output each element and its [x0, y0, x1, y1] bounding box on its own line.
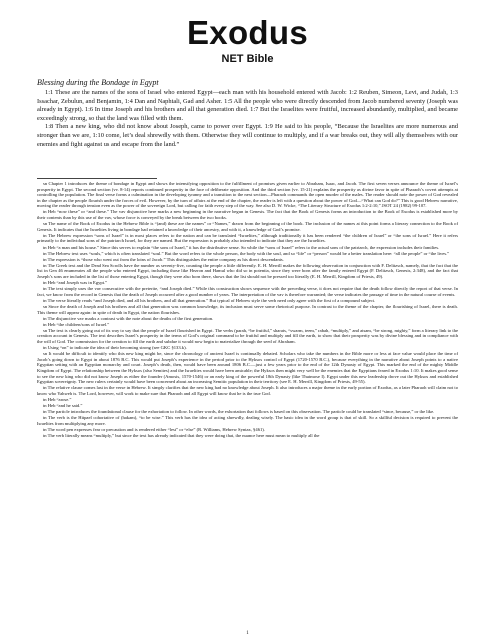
footnote: tn Heb “and Joseph was in Egypt.” — [43, 280, 108, 286]
footnote: tn The Hebrew text uses “souls,” which is often translated “soul.” But the word refers to the whole person, the body with the soul, and so “life” or “person” would be a better translation here: “all the people” or “the lives.” — [43, 250, 450, 256]
footnote: tn The verse literally reads “and Joseph died, and all his brothers, and all that generation.” But typical of Hebrew style the verb need only agree with the first of a compound subject. — [43, 297, 376, 303]
footnote: tn The expression is “those who went out from the loins of Jacob.” This distinguishes the entire company as his direct descendants. — [43, 256, 284, 262]
footnote: tn The particle introduces the foundational clause for the exhortation to follow. In other words, the exhortation that follows is based on this observation. The particle could be translated “since, because,” or the like. — [43, 409, 435, 415]
footnote: sn The text is clearly going out of its way to say that the people of Israel flourished in Egypt. The verbs (parah, “be fruitful,” sharats, “swarm, teem,” rabah, “multiply,” and atsam, “be strong, mighty,” form a literary link to the creation account in Genesis. The text describes Israel’s prosperity in the terms of God’s original command to be fruitful and multiply and fill the earth, to show that their prosperity was by divine blessing and in compliance with the will of God. The commission for the creation to fill the earth and subdue it would now begin to materialize through the seed of Abraham. — [37, 327, 458, 345]
body-text — [37, 89, 458, 149]
footnote: tn Heb “a man and his house.” Since this serves to explain “the sons of Israel,” it has the distributive sense. So while the “sons of Israel” refers to the actual sons of the patriarch, the expression includes their families. — [43, 244, 440, 250]
footnote: tn Heb “arose.” — [43, 396, 72, 402]
footnote: tn The Hebrew expression “sons of Israel” is in most places refers to the nation and can be translated “Israelites,” although traditionally it has been rendered “the children of Israel” or “the sons of Israel.” Here it refers primarily to the individual sons of the patriarch Israel, for they are named. But the expression is probably also intended to indicate that they are the Israelites. — [37, 232, 458, 244]
footnotes — [37, 181, 458, 439]
document-subtitle: NET Bible — [221, 53, 274, 65]
section-heading: Blessing during the Bondage in Egypt — [37, 78, 159, 87]
body-paragraph: 1:8 Then a new king, who did not know about Joseph, came to power over Egypt. 1:9 He said to his people, “Because the Israelites are more numerous and stronger than we are, 1:10 come, let’s deal shrewdly with them. Otherwise they will continue to multiply, and if a war breaks out, they will ally themselves with our enemies and fight against us and escape from the land.” — [37, 123, 458, 148]
footnote: tn Heb “the children/sons of Israel.” — [43, 321, 110, 327]
footnote: sn The name of the Book of Exodus in the Hebrew Bible is “(and) these are the names” or “Names,” drawn from the beginning of the book. The inclusion of the names at this point forms a literary connection to the Book of Genesis. It indicates that the Israelites living in bondage had retained a knowledge of their ancestry, and with it, a knowledge of God’s promise. — [37, 221, 458, 232]
footnote: tn The disjunctive vav marks a contrast with the note about the deaths of the first generation. — [43, 315, 214, 321]
footnote: tn The verb is the Hitpael cohortative of (hakam), “to be wise.” This verb has the idea of acting shrewdly, dealing wisely. The basic idea in the word group is that of skill. So a skillful decision is required to prevent the Israelites from multiplying any more. — [37, 415, 458, 426]
footnote: tn Using “on” to indicate the idea of their becoming strong (see GKC §133.k). — [43, 345, 187, 351]
footnote: tn The relative clause comes last in the verse in Hebrew. It simply clarifies that the new king had no knowledge about Joseph. It also introduces a major theme in the early portion of Exodus, as a later Pharaoh will claim not to know who Yahweh is. The Lord, however, will work to make sure that Pharaoh and all Egypt will know that he is the true God. — [37, 385, 458, 396]
document-title: Exodus — [187, 14, 308, 51]
footnote-divider — [37, 178, 157, 179]
footnote: sn Chapter 1 introduces the theme of bondage in Egypt and shows the intensifying opposition to the fulfillment of promises given earlier to Abraham, Isaac, and Jacob. The first seven verses announce the theme of Israel’s prosperity in Egypt. The second section (vv. 8-14) reports continued prosperity in the face of deliberate opposition. And the third section (vv. 15-21) explains the prosperity as divine favor in spite of Pharaoh’s covert attempts at controlling the population. The final verse forms a culmination in the developing tyranny and a transition to the next section—Pharaoh commands the open murder of the males. The reader should note the power of God revealed in the chapter as the people flourish under the forces of evil. However, by the turn of affairs at the end of the chapter, the reader is left with a question about the power of God—“What can God do?” This is good Hebrew narrative, moving the reader through tension even as the power of the sovereign Lord, but calling for faith every step of the way. See also D. W. Wicke, “The Literary Structure of Exodus 1:2-2:10,” JSOT 24 (1982) 99-107. — [37, 181, 458, 209]
footnote: sn Since the death of Joseph and his brothers and all that generation was common knowledge, its inclusion must serve some rhetorical purpose. In contrast to the theme of the chapter, the flourishing of Israel, there is death. This theme will appear again: in spite of death in Egypt, the nation flourishes. — [37, 303, 458, 315]
footnote: tn The Greek text and the Dead Sea Scrolls have the number as seventy-five, counting the people a little differently. E. H. Merrill makes the following observation in conjunction with F. Delitzsch, namely, that the fact that the list in Gen 46 enumerates all the people who entered Egypt, including those like Hezron and Hamul who did so in potentia, since they were born after the family entered Egypt (F. Delitzsch, Genesis, 2:348), and the fact that Joseph’s sons are included in the list of those entering Egypt, though they were also born there, shows that the list should not be pressed too literally (E. H. Merrill, Kingdom of Priests, 49). — [37, 262, 458, 279]
footnote: tn The text simply uses the vav consecutive with the preterite, “and Joseph died.” While this construction shows sequence with the preceding verse, it does not require that the death follow directly the report of that verse. In fact, we know from the record in Genesis that the death of Joseph occurred after a good number of years. The interpretation of the vav is therefore warranted; the verse indicates the passage of time in the natural course of events. — [37, 286, 458, 297]
footnote: tn Heb “and he said.” — [43, 403, 83, 409]
page-number: 1 — [246, 631, 249, 636]
footnote: tn Heb “now these” or “and these.” The vav disjunctive here marks a new beginning in the narrative begun in Genesis. The fact that the Book of Genesis forms an introduction to the Book of Exodus is established more by their contents than by this use of the vav, whose force is conveyed by the break between the two books. — [37, 209, 458, 221]
footnote: tn The verb literally means “multiply,” but since the text has already indicated that they were doing that, the nuance here must mean to multiply all the — [43, 433, 320, 439]
footnote: tn The word pen expresses fear or precaution and is rendered either “lest” or “else” (R. Williams, Hebrew Syntax, §461). — [43, 426, 265, 432]
footnote: sn It would be difficult to identify who this new king might be, since the chronology of ancient Israel is continually debated. Scholars who take the numbers in the Bible more or less at face value would place the time of Jacob’s going down to Egypt in about 1876 B.C. This would put Joseph’s experience in the period prior to the Hyksos control of Egypt (1720-1570 B.C.), because everything in the narrative about Joseph points to a native Egyptian setting with an Egyptian monarchy and court. Joseph’s death, then, would have been around 1806 B.C.—just a few years prior to the end of the 12th Dynasty of Egypt. This marked the end of the mighty Middle Kingdom of Egypt. The relationship between the Hyksos (also Semites) and the Israelites would have been amicable; the Hyksos then might very well be the enemies that the Egyptians feared in Exodus 1:10. It makes good sense to see the new king who did not know Joseph as either the founder (Amosis, 1570-1546) or an early king of the powerful 18th Dynasty (like Thutmose I). Egypt under this new leadership drove out the Hyksos and established Egyptian sovereignty. The new rulers certainly would have been concerned about an increasing Semitic population in their territory (see E. H. Merrill, Kingdom of Priests, 49-55). — [37, 351, 458, 385]
body-paragraph: 1:1 These are the names of the sons of Israel who entered Egypt—each man with his household entered with Jacob: 1:2 Reuben, Simeon, Levi, and Judah, 1:3 Issachar, Zebulun, and Benjamin, 1:4 Dan and Naphtali, Gad and Asher. 1:5 All the people who were directly descended from Jacob numbered seventy (Joseph was already in Egypt). 1:6 In time Joseph and his brothers and all that generation died. 1:7 But the Israelites were fruitful, increased abundantly, multiplied, and became exceedingly strong, so that the land was filled with them. — [37, 89, 458, 122]
